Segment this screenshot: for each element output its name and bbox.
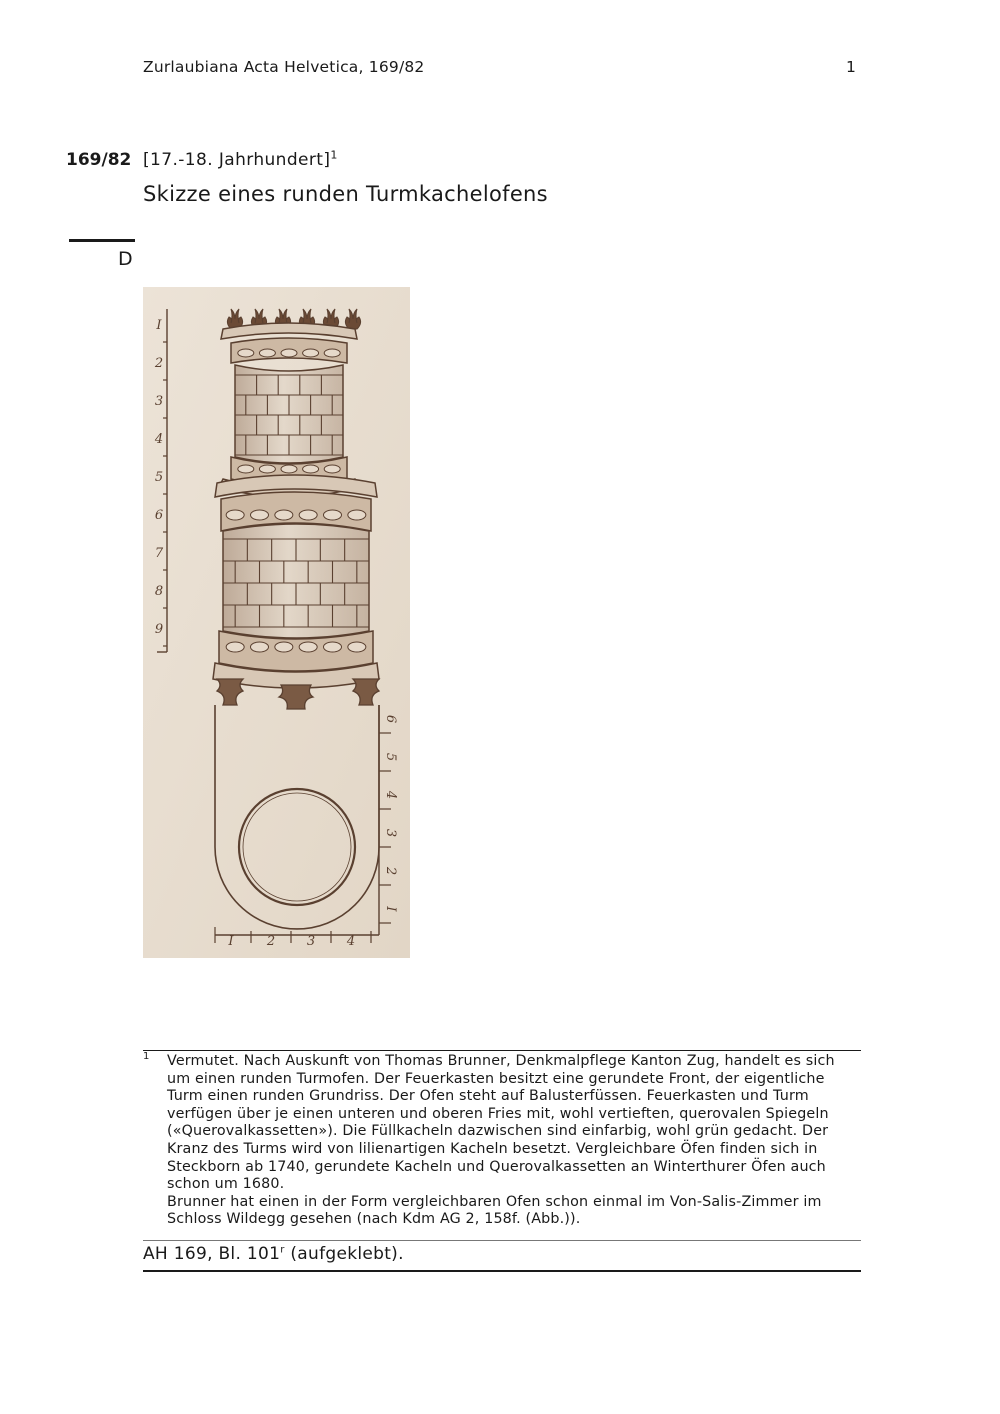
footnote-rule: [143, 1050, 861, 1051]
right-scale-label: 5: [383, 752, 398, 762]
oval-cassette: [324, 510, 342, 520]
language-code: D: [118, 248, 133, 270]
page-number: 1: [846, 58, 856, 76]
left-scale-label: I: [156, 318, 162, 333]
date-text: [17.-18. Jahrhundert]: [143, 150, 331, 170]
source-rule-bottom: [143, 1270, 861, 1272]
left-scale-label: 9: [154, 622, 164, 637]
oval-cassette: [226, 510, 244, 520]
left-scale-label: 4: [154, 432, 164, 447]
lower-firebox: [213, 475, 379, 688]
source-suffix: (aufgeklebt).: [284, 1244, 404, 1264]
footnote-paragraph-2: Brunner hat einen in der Form vergleichbaren Ofen schon einmal im Von-Salis-Zimmer im Schloss Wildegg gesehen (nach Kdm AG 2, 158f. (Abb.)).: [167, 1193, 822, 1228]
oval-cassette: [303, 349, 319, 357]
oval-cassette: [226, 642, 244, 652]
source-rule-top: [143, 1240, 861, 1241]
bottom-scale-label: 3: [306, 934, 316, 949]
left-scale-label: 8: [154, 584, 164, 599]
footnote-mark: 1: [143, 1051, 150, 1062]
oval-cassette: [324, 642, 342, 652]
oval-cassette: [324, 349, 340, 357]
oval-cassette: [251, 510, 269, 520]
document-date: [143, 150, 338, 170]
oval-cassette: [281, 349, 297, 357]
oval-cassette: [251, 642, 269, 652]
oval-cassette: [259, 465, 275, 473]
right-scale-label: 3: [383, 828, 398, 838]
left-scale-label: 5: [154, 470, 164, 485]
oval-cassette: [281, 465, 297, 473]
bottom-scale-label: 4: [346, 934, 356, 949]
right-scale-label: I: [383, 906, 398, 912]
source-citation: [143, 1244, 404, 1264]
left-scale-label: 7: [154, 546, 164, 561]
left-scale-label: 3: [154, 394, 164, 409]
source-text: AH 169, Bl. 101: [143, 1244, 281, 1264]
right-scale-label: 6: [383, 714, 398, 724]
right-scale-label: 4: [383, 790, 398, 800]
left-scale-label: 2: [154, 356, 164, 371]
oval-cassette: [348, 510, 366, 520]
bottom-scale-label: 2: [266, 934, 276, 949]
oval-cassette: [275, 642, 293, 652]
source-folio-side: r: [280, 1244, 285, 1256]
oval-cassette: [238, 349, 254, 357]
stove-sketch-image: [143, 287, 410, 958]
oval-cassette: [259, 349, 275, 357]
oval-cassette: [348, 642, 366, 652]
left-scale-label: 6: [154, 508, 164, 523]
footnote-paragraph-1: Vermutet. Nach Auskunft von Thomas Brunner, Denkmalpflege Kanton Zug, handelt es sich um einen runden Turmofen. Der Feuerkasten besitzt eine gerundete Front, der eigentliche Turm einen runden Grundriss. Der Ofen steht auf Balusterfüssen. Feuerkasten und Turm verfügen über je einen unteren und oberen Fries mit, wohl vertieften, querovalen Spiegeln («Querovalkassetten»). Die Füllkacheln dazwischen sind einfarbig, wohl grün gedacht. Der Kranz des Turms wird von lilienartigen Kacheln besetzt. Vergleichbare Öfen finden sich in Steckborn ab 1740, gerundete Kacheln und Querovalkassetten an Winterthurer Öfen auch schon um 1680.: [167, 1053, 835, 1193]
language-rule: [69, 239, 135, 242]
oval-cassette: [303, 465, 319, 473]
bottom-scale-label: I: [228, 934, 234, 949]
document-number: 169/82: [66, 150, 132, 170]
footnote-reference[interactable]: 1: [330, 148, 338, 162]
footnote-text: [167, 1053, 861, 1229]
right-scale-label: 2: [383, 866, 398, 876]
oval-cassette: [324, 465, 340, 473]
oval-cassette: [299, 642, 317, 652]
stove-sketch-svg: [143, 287, 410, 958]
document-title: Skizze eines runden Turmkachelofens: [143, 182, 548, 206]
oval-cassette: [299, 510, 317, 520]
running-head: Zurlaubiana Acta Helvetica, 169/82: [143, 58, 425, 76]
oval-cassette: [238, 465, 254, 473]
oval-cassette: [275, 510, 293, 520]
